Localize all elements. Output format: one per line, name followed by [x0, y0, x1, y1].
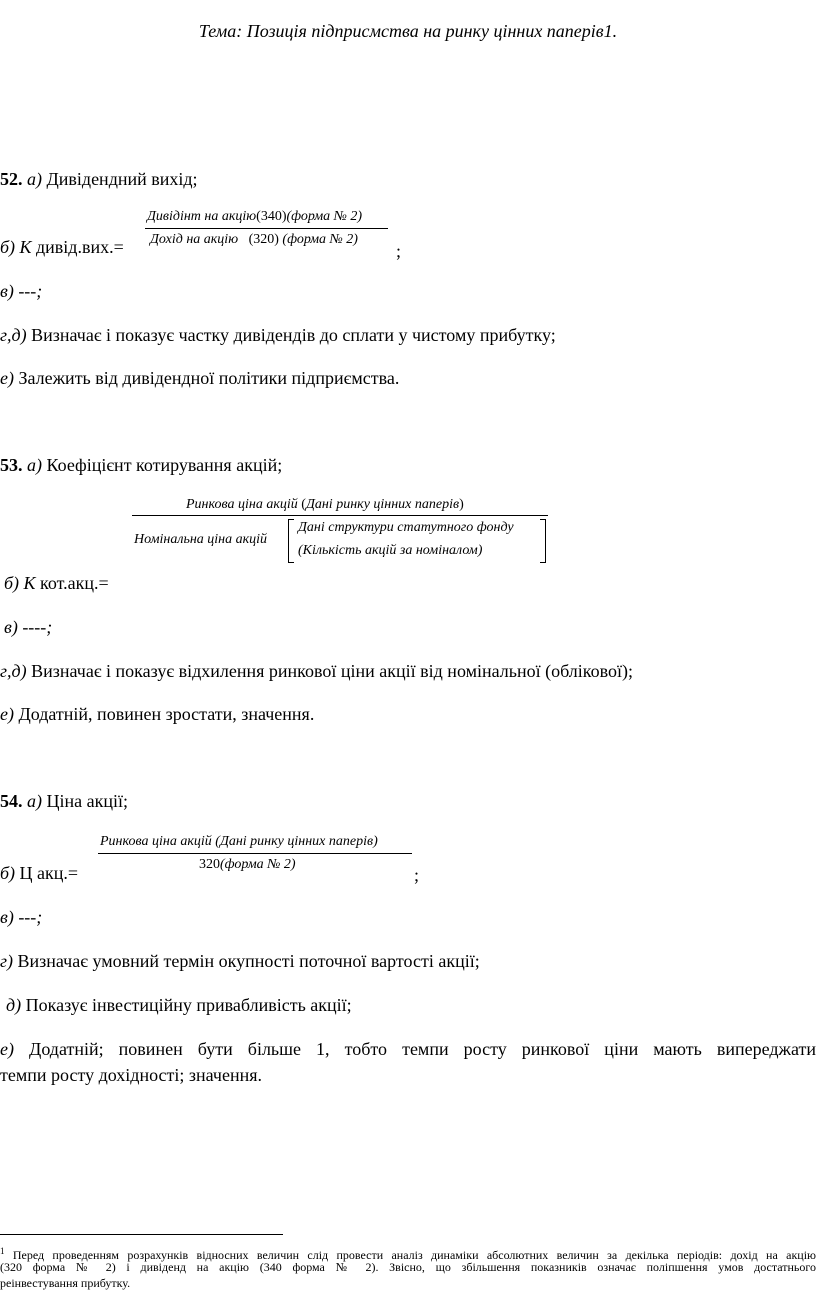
item-number: 54. [0, 791, 23, 811]
item-number: 52. [0, 169, 23, 189]
numerator-source: (форма № 2) [286, 209, 363, 224]
item-text: Коефіцієнт котирування акцій; [42, 455, 283, 475]
item-label: а) [27, 455, 42, 475]
semicolon: ; [396, 241, 402, 261]
item-number: 53. [0, 455, 23, 475]
item-text: Додатній; повинен бути більше 1, тобто темпи росту ринкової ціни мають випереджати [13, 1039, 816, 1059]
numerator-text: Ринкова ціна акцій [100, 834, 212, 849]
denominator-line2: (Кількість акцій за номіналом) [298, 543, 483, 558]
bracket-right [540, 519, 546, 563]
item-54-d [6, 994, 352, 1016]
item-52-g [0, 324, 556, 346]
item-label: а) [27, 791, 42, 811]
item-label: в) [0, 281, 14, 301]
item-text: Ц акц.= [15, 863, 79, 883]
item-54-g [0, 950, 480, 972]
numerator-text: Ринкова ціна акцій [186, 497, 298, 512]
item-label: е) [0, 704, 14, 724]
item-text: кот.акц.= [35, 573, 109, 593]
numerator-source: (Дані ринку цінних паперів) [215, 834, 378, 849]
item-52-b [0, 236, 124, 258]
item-label: б) К [4, 573, 36, 593]
numerator-paren: ( [301, 497, 306, 512]
semicolon: ; [414, 865, 420, 885]
item-label: д) [6, 995, 22, 1015]
item-52-e [0, 367, 399, 389]
item-text: ---; [13, 281, 43, 301]
item-label: г) [0, 951, 14, 971]
item-text: дивід.вих.= [31, 237, 124, 257]
numerator-source: Дані ринку цінних паперів [305, 497, 460, 512]
item-text: Визначає і показує відхилення ринкової ціни акції від номінальної (облікової); [26, 661, 633, 681]
fraction-denominator [199, 857, 296, 873]
item-53-g [0, 660, 633, 682]
item-label: г,д) [0, 325, 27, 345]
item-text: Визначає і показує частку дивідендів до сплати у чистому прибутку; [26, 325, 556, 345]
footnote-text: Перед проведенням розрахунків відносних величин слід провести аналіз динаміки абсолютних величин за декілька періодів: дохід на акцію [4, 1248, 816, 1262]
item-54-b [0, 862, 78, 884]
bracket-left [288, 519, 294, 563]
item-text: Додатній, повинен зростати, значення. [13, 704, 315, 724]
item-52-a [0, 168, 198, 190]
item-text: Показує інвестиційну привабливість акції; [21, 995, 352, 1015]
item-label: б) К [0, 237, 32, 257]
numerator-value: (340) [256, 209, 287, 224]
item-label: е) [0, 368, 14, 388]
numerator-text: Дивідінт на акцію [147, 209, 257, 224]
fraction-bar [98, 853, 412, 854]
denominator-text: Дохід на акцію [150, 232, 239, 247]
fraction-numerator [100, 834, 378, 850]
item-54-e-line2: темпи росту дохідності; значення. [0, 1065, 262, 1085]
fraction-bar [145, 228, 388, 229]
item-text: Залежить від дивідендної політики підприємства. [13, 368, 400, 388]
item-52-v [0, 280, 42, 302]
item-label: б) [0, 863, 16, 883]
denominator-line1: Дані структури статутного фонду [298, 520, 514, 535]
denominator-source: (форма № 2) [282, 232, 358, 247]
denominator-value: 320 [199, 857, 220, 872]
footnote-line2: (320 форма № 2) і дивіденд на акцію (340 форма № 2). Звісно, що збільшення показників означає поліпшення умов достатнього [0, 1260, 816, 1274]
footnote-line3: реінвестування прибутку. [0, 1276, 131, 1290]
item-label: в) [4, 617, 18, 637]
denominator-text: Номінальна ціна акцій [134, 532, 268, 547]
page-title: Тема: Позиція підприсмства на ринку цінних паперів1. [198, 21, 618, 41]
item-54-a [0, 790, 128, 812]
item-53-b [4, 572, 109, 594]
item-54-v [0, 906, 42, 928]
item-text: ---; [13, 907, 43, 927]
item-53-a [0, 454, 282, 476]
denominator-source: (форма № 2) [220, 857, 296, 872]
fraction-denominator [150, 232, 358, 248]
item-54-e-line1 [0, 1038, 816, 1060]
fraction-numerator [186, 497, 464, 513]
numerator-paren: ) [459, 497, 464, 512]
item-label: в) [0, 907, 14, 927]
item-text: Дивідендний вихід; [42, 169, 198, 189]
item-text: Ціна акції; [42, 791, 128, 811]
item-text: Визначає умовний термін окупності поточної вартості акції; [13, 951, 480, 971]
fraction-numerator [147, 209, 362, 225]
item-label: а) [27, 169, 42, 189]
denominator-value: (320) [248, 232, 279, 247]
item-53-e [0, 703, 314, 725]
fraction-bar [132, 515, 548, 516]
item-53-v [4, 616, 52, 638]
footnote-mark: 1 [0, 1246, 5, 1256]
item-label: е) [0, 1039, 14, 1059]
footnote-separator [0, 1234, 283, 1235]
item-label: г,д) [0, 661, 27, 681]
item-text: ----; [17, 617, 53, 637]
